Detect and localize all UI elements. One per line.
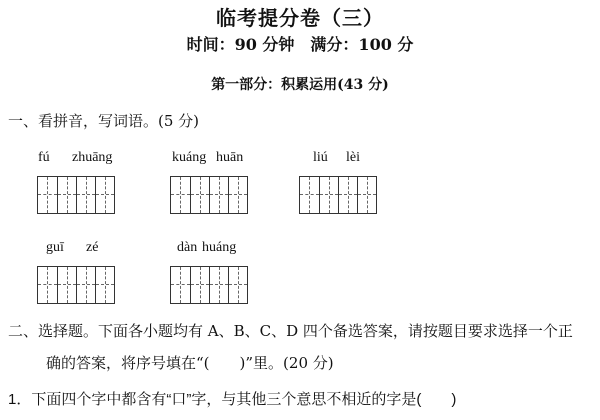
part-title: 第一部分：积累运用(43 分) xyxy=(211,77,389,93)
grid-cell[interactable] xyxy=(209,177,228,213)
grid-cell[interactable] xyxy=(38,177,57,213)
pinyin-4a: guī xyxy=(46,240,64,255)
pinyin-3b: lèi xyxy=(346,150,360,165)
grid-cell[interactable] xyxy=(76,177,95,213)
question-1: 1．下面四个字中都含有“口”字，与其他三个意思不相近的字是( ) xyxy=(8,391,457,408)
pinyin-4b: zé xyxy=(86,240,99,255)
grid-cell[interactable] xyxy=(228,267,247,303)
grid-cell[interactable] xyxy=(190,177,209,213)
grid-cell[interactable] xyxy=(209,267,228,303)
section-2-heading-line-2: 确的答案，将序号填在“( )”里。(20 分) xyxy=(46,354,334,372)
pinyin-2a: kuáng xyxy=(172,150,207,165)
grid-cell[interactable] xyxy=(300,177,319,213)
exam-title: 临考提分卷（三） xyxy=(216,6,384,30)
grid-cell[interactable] xyxy=(38,267,57,303)
writing-grid-1[interactable] xyxy=(37,176,115,214)
grid-cell[interactable] xyxy=(95,267,114,303)
grid-cell[interactable] xyxy=(76,267,95,303)
writing-grid-4[interactable] xyxy=(37,266,115,304)
section-2-heading-line-1: 二、选择题。下面各小题均有 A、B、C、D 四个备选答案，请按题目要求选择一个正 xyxy=(8,322,573,340)
grid-cell[interactable] xyxy=(95,177,114,213)
grid-cell[interactable] xyxy=(171,267,190,303)
pinyin-5a: dàn xyxy=(177,240,198,255)
exam-meta: 时间：90 分钟 满分：100 分 xyxy=(186,35,414,54)
writing-grid-5[interactable] xyxy=(170,266,248,304)
grid-cell[interactable] xyxy=(319,177,338,213)
pinyin-1b: zhuāng xyxy=(72,150,113,165)
writing-grid-2[interactable] xyxy=(170,176,248,214)
grid-cell[interactable] xyxy=(228,177,247,213)
pinyin-5b: huáng xyxy=(202,240,237,255)
grid-cell[interactable] xyxy=(357,177,376,213)
grid-cell[interactable] xyxy=(57,267,76,303)
writing-grid-3[interactable] xyxy=(299,176,377,214)
pinyin-1a: fú xyxy=(38,150,50,165)
grid-cell[interactable] xyxy=(338,177,357,213)
pinyin-3a: liú xyxy=(313,150,328,165)
grid-cell[interactable] xyxy=(190,267,209,303)
grid-cell[interactable] xyxy=(57,177,76,213)
grid-cell[interactable] xyxy=(171,177,190,213)
pinyin-2b: huān xyxy=(216,150,244,165)
section-1-heading: 一、看拼音，写词语。(5 分) xyxy=(8,112,200,130)
